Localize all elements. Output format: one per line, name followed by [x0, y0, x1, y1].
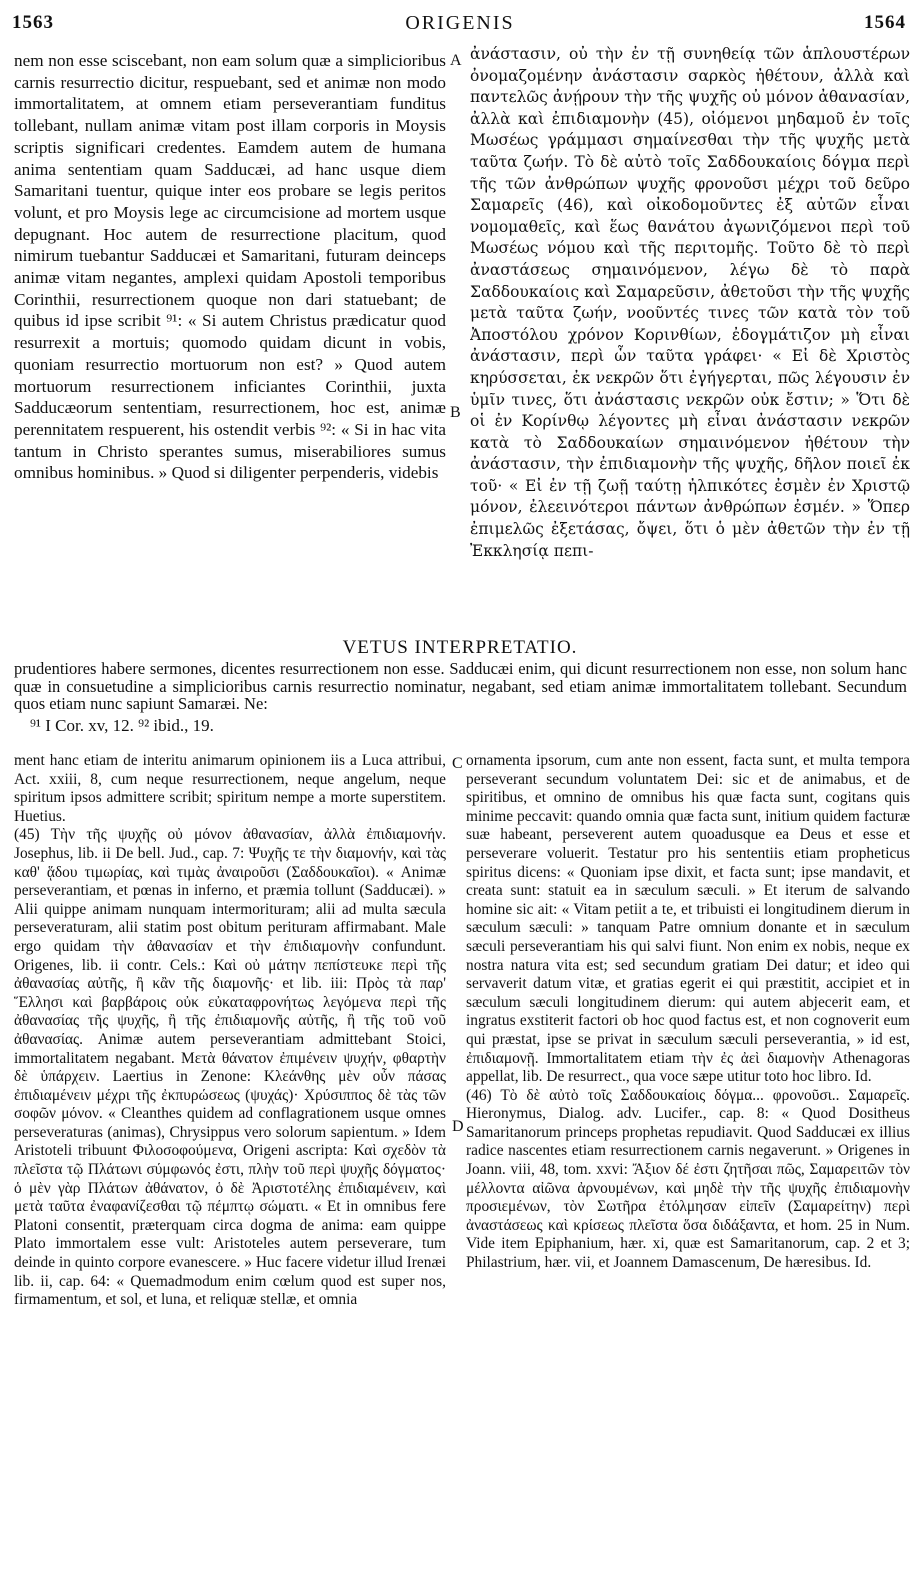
running-title: ORIGENIS [405, 12, 515, 34]
notes-right-column [466, 752, 910, 1273]
footnotes: ⁹¹ I Cor. xv, 12. ⁹² ibid., 19. [30, 716, 214, 735]
notes-left-column [14, 752, 446, 1310]
greek-main-text [470, 44, 910, 562]
left-column-number: 1563 [12, 12, 54, 33]
running-header [0, 12, 920, 40]
margin-marker-a: A [450, 52, 462, 69]
note-paragraph: (46) Τὸ δὲ αὐτὸ τοῖς Σαδδουκαίοις δόγμα... φρονοῦσι.. Σαμαρεῖς. Hieronymus, Dialog. adv. Lucifer., cap. 8: « Quod Dositheus Samaritanorum princeps prophetas repudiavit. Quod Sadducæi ex illius radice nascentes etiam resurrectionem carnis negaverunt. » Origenes in Joann. viii, 48, tom. xxvi: Ἄξιον δέ ἐστι ζητῆσαι πῶς, Σαμαρειτῶν τὸν μέλλοντα αἰῶνα ἀρνουμένων, καὶ μηδὲ τὴν τῆς ψυχῆς ἐπιδιαμονὴν προσιεμένων, τὸν Σωτῆρα ἐτόλμησαν εἰπεῖν (Σαμαρείτην) περὶ ἀναστάσεως καὶ κρίσεως πλεῖστα ὅσα διδάξαντα, et hom. 25 in Num. Vide item Epiphanium, hær. xi, quæ est Samaritanorum, cap. 2 et 3; Philastrium, hær. vii, et Joannem Damascenum, De hæresibus. Id. [466, 1086, 910, 1272]
margin-marker-c: C [452, 755, 463, 772]
latin-main-text [14, 50, 446, 484]
greek-main-paragraph: ἀνάστασιν, οὐ τὴν ἐν τῇ συνηθείᾳ τῶν ἁπλουστέρων ὀνομαζομένην ἀνάστασιν σαρκὸς ἠθέτουν, ἀλλὰ καὶ παντελῶς ἀνῄρουν τὴν τῆς ψυχῆς οὐ μόνον ἀθανασίαν, ἀλλὰ καὶ ἐπιδιαμονὴν (45), οἰόμενοι μηδαμοῦ ἐν τοῖς Μωσέως γράμμασι σημαίνεσθαι τὴν τῆς ψυχῆς μετὰ ταῦτα ζωήν. Τὸ δὲ αὐτὸ τοῖς Σαδδουκαίοις δόγμα περὶ τῆς τῶν ἀνθρώπων ψυχῆς φρονοῦσι μέχρι τοῦ δεῦρο Σαμαρεῖς (46), καὶ οἰκοδομοῦντες ἐξ αὐτῶν εἶναι νομομαθεῖς, καὶ ἕως θανάτου ἀγωνιζόμενοι περὶ τοῦ Μωσέως νόμου καὶ τῆς περιτομῆς. Τοῦτο δὲ τὸ περὶ ἀναστάσεως σημαινόμενον, λέγω δὲ τὸ παρὰ Σαδδουκαίοις καὶ Σαμαρεῦσιν, ἀθετοῦσι τὴν τῆς ψυχῆς μετὰ ταῦτα ζωήν, νοοῦντές τινες τῶν κατὰ τὸν τοῦ Ἀποστόλου χρόνον Κορινθίων, ἐδογμάτιζον μὴ εἶναι ἀνάστασιν, περὶ ὧν ταῦτα γράφει· « Εἰ δὲ Χριστὸς κηρύσσεται, ἐκ νεκρῶν ὅτι ἐγήγερται, πῶς λέγουσιν ἐν ὑμῖν τινες, ὅτι ἀνάστασις νεκρῶν οὐκ ἔστιν; » Ὅτι δὲ οἱ ἐν Κορίνθῳ λέγοντες μὴ εἶναι ἀνάστασιν νεκρῶν κατὰ τὸ Σαδδουκαίων σημαινόμενον ἠθέτουν τὴν ἀνάστασιν, τὴν ἐπιδιαμονὴν τῆς ψυχῆς, δῆλον ποιεῖ ἐκ τοῦ· « Εἰ ἐν τῇ ζωῇ ταύτῃ ἠλπικότες ἐσμὲν ἐν Χριστῷ μόνον, ἐλεεινότεροι πάντων ἀνθρώπων ἐσμέν. » Ὅπερ ἐπιμελῶς ἐξετάσας, ὄψει, ὅτι ὁ μὲν ἀθετῶν τὴν ἐν τῇ Ἐκκλησίᾳ πεπι- [470, 45, 910, 560]
right-column-number: 1564 [864, 12, 906, 33]
vetus-paragraph: prudentiores habere sermones, dicentes resurrectionem non esse. Sadducæi enim, qui dicunt resurrectionem non esse, non solum hanc quæ in consuetudine a simplicioribus carnis resurrectio nominatur, negabant, sed etiam animæ immortalitatem tollebant. Secundum quos etiam nunc sapiunt Samaræi. Ne: [14, 660, 907, 713]
note-paragraph: ment hanc etiam de interitu animarum opinionem iis a Luca attribui, Act. xxiii, 8, cum neque resurrectionem, neque angelum, neque spiritum ipsos admittere scribit; spiritum nempe a morte superstitem. Huetius. [14, 752, 446, 825]
note-paragraph: (45) Τὴν τῆς ψυχῆς οὐ μόνον ἀθανασίαν, ἀλλὰ ἐπιδιαμονήν. Josephus, lib. ii De bell. Jud., cap. 7: Ψυχῆς τε τὴν διαμονήν, καὶ τὰς καθ' ᾅδου τιμωρίας, καὶ τιμὰς ἀναιροῦσι (Σαδδουκαῖοι). « Animæ perseverantiam, et pœnas in inferno, et præmia tollunt (Sadducæi). » Alii quippe animam nunquam intermorituram; alii ad multa sæcula perseveraturam, alii statim post obitum perituram affirmabant. Male ergo quidam τὴν ἀθανασίαν et τὴν ἐπιδιαμονὴν confundunt. Origenes, lib. ii contr. Cels.: Καὶ οὐ μάτην πεπίστευκε περὶ τῆς ἀθανασίας αὐτῆς, ἢ κἂν τῆς διαμονῆς· et lib. iii: Πρὸς τὰ παρ' Ἕλλησι καὶ βαρβάροις οὐκ εὐκαταφρονήτως λεγόμενα περὶ τῆς ἀθανασίας τῆς ψυχῆς, ἢ τῆς ἐπιδιαμονῆς αὐτῆς, ἢ τῆς τοῦ νοῦ ἀθανασίας. Animæ autem perseverantiam admittebant Stoici, immortalitatem negabant. Μετὰ θάνατον ἐπιμένειν ψυχήν, φθαρτὴν δὲ ὑπάρχειν. Laertius in Zenone: Κλεάνθης μὲν οὖν πάσας ἐπιδιαμένειν μέχρι τῆς ἐκπυρώσεως (ψυχάς)· Χρύσιππος δὲ τὰς τῶν σοφῶν μόνον. « Cleanthes quidem ad conflagrationem usque omnes perseveraturas (animas), Chrysippus vero solorum sapientum. » Idem Aristoteli tribuunt Φιλοσοφούμενα, Origeni ascripta: Καὶ σχεδὸν τὰ πλεῖστα τῷ Πλάτωνι σύμφωνός ἐστι, πλὴν τοῦ περὶ ψυχῆς δόγματος· ὁ μὲν γὰρ Πλάτων ἀθάνατον, ὁ δὲ Ἀριστοτέλης ἐπιδιαμένειν, καὶ μετὰ ταῦτα ἐναφανίζεσθαι τῷ πέμπτῳ σώματι. « Et in omnibus fere Platoni consentit, præterquam circa dogma de anima: eam quippe Plato immortalem esse vult: Aristoteles autem perseverare, tum deinde in quinto corpore evanescere. » Huc facere videtur illud Irenæi lib. ii, cap. 64: « Quemadmodum enim cœlum quod est super nos, firmamentum, et sol, et luna, et reliquæ stellæ, et omnia [14, 826, 446, 1309]
latin-main-paragraph: nem non esse sciscebant, non eam solum quæ a simplicioribus carnis resurrectio dicitur, respuebant, sed et animæ non modo immortalitatem, at omnem etiam perseverantiam funditus tollebant, nullam animæ vitam post illam corporis in Moysis scriptis significari credentes. Eamdem autem de humana anima sententiam quam Sadducæi, ad hanc usque diem Samaritani tuentur, quique inter eos probare se legis peritos volunt, et pro Moysis lege ac circumcisione ad mortem usque depugnant. Hoc autem de resurrectione placitum, quod nimirum tuebantur Sadducæi et Samaritani, futuram deinceps animæ vitam negantes, amplexi quidam Apostoli temporibus Corinthii, resurrectionem quoque non dari statuebant; de quibus id ipse scribit ⁹¹: « Si autem Christus prædicatur quod resurrexit a mortuis; quomodo quidam dicunt in vobis, quoniam resurrectio mortuorum non est? » Quod autem mortuorum resurrectionem inficiantes Corinthii, juxta Sadducæorum sententiam, resurrectionem, hoc est, animæ perennitatem respuerent, his ostendit verbis ⁹²: « Si in hac vita tantum in Christo sperantes sumus, miserabiliores sumus omnibus hominibus. » Quod si diligenter perpenderis, videbis [14, 51, 446, 483]
margin-marker-d: D [452, 1118, 464, 1135]
note-paragraph: ornamenta ipsorum, cum ante non essent, facta sunt, et multa tempora perseverant secundum voluntatem Dei: sic et de animabus, et de spiritibus, et omnino de omnibus his quæ facta sunt, cogitans quis minime peccavit: quando omnia quæ facta sunt, initium quidem facturæ suæ habeant, perseverent autem quoadusque ea Deus et esse et perseverare voluerit. Testatur pro his sententiis etiam propheticus spiritus dicens: « Quoniam ipse dixit, et facta sunt; ipse mandavit, et creata sunt: statuit ea in sæculum sæculi. » Et iterum de salvando homine sic ait: « Vitam petiit a te, et tribuisti ei longitudinem dierum in sæculum sæculi: » tanquam Patre omnium donante et in sæculum sæculi perseverantiam his qui salvi fiunt. Non enim ex nobis, neque ex nostra natura vita est; sed secundum gratiam Dei datur; et ideo qui servaverit datum vitæ, et gratias egerit ei qui præstitit, accipiet et in sæculum sæculi longitudinem dierum: qui autem abjecerit eam, et ingratus exstiterit factori ob hoc quod factus est, et non cognoverit eum qui præstat, ipse se privat in sæculum sæculi perseverantia, » id est, ἐπιδιαμονῇ. Immortalitatem etiam τὴν ἐς ἀεὶ διαμονὴν Athenagoras appellat, lib. De resurrect., qua voce sæpe utitur toto hoc libro. Id. [466, 752, 910, 1086]
vetus-interpretatio-text [14, 660, 907, 713]
vetus-interpretatio-heading: VETUS INTERPRETATIO. [342, 637, 578, 658]
margin-marker-b: B [450, 404, 461, 421]
